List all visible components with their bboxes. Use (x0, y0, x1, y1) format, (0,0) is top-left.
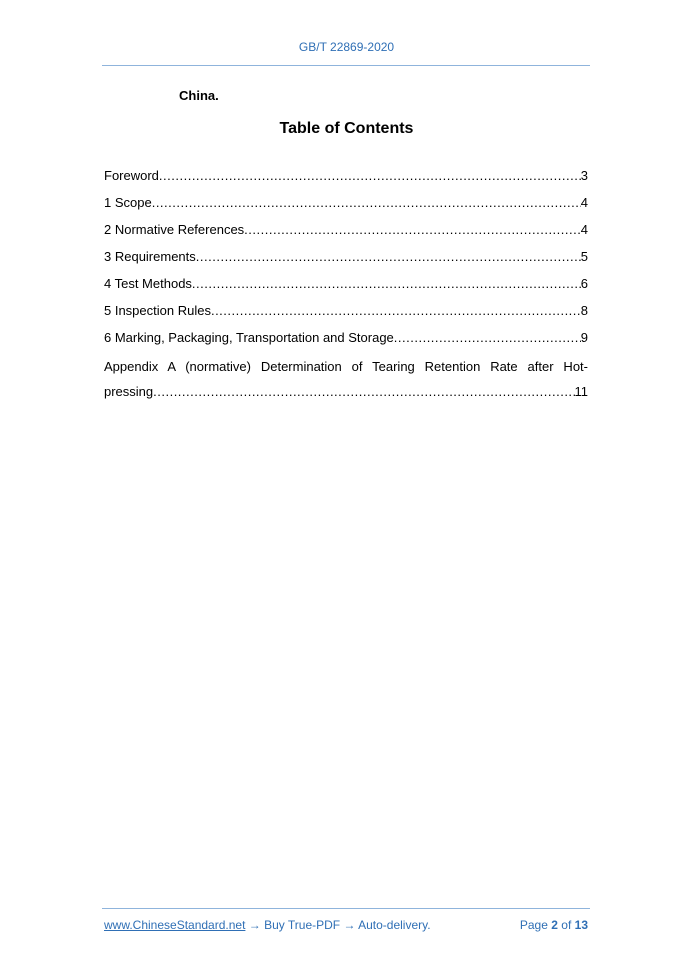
toc-entry-appendix-a-line1[interactable]: Appendix A (normative) Determination of Tearing Retention Rate after Hot- (104, 359, 588, 374)
toc-entry-requirements[interactable] (104, 249, 588, 276)
toc-entry-title: 4 Test Methods (104, 276, 192, 291)
toc-entry-page: 3 (580, 168, 588, 183)
footer-tagline: → Buy True-PDF → Auto-delivery. (245, 918, 431, 932)
toc-entry-inspection-rules[interactable] (104, 303, 588, 330)
toc-entry-page: 6 (580, 276, 588, 291)
page-footer (104, 918, 588, 932)
toc-entry-appendix-a-line2[interactable] (104, 384, 588, 411)
page-of: of (561, 918, 572, 932)
toc-entry-title: Foreword (104, 168, 159, 183)
toc-leader-dots (192, 276, 581, 291)
toc-leader-dots (153, 384, 574, 399)
toc-entry-title: 3 Requirements (104, 249, 196, 264)
toc-entry-normative-references[interactable] (104, 222, 588, 249)
toc-entry-page: 5 (580, 249, 588, 264)
footer-divider (102, 908, 590, 909)
toc-entry-test-methods[interactable] (104, 276, 588, 303)
toc-leader-dots (244, 222, 581, 237)
site-link[interactable]: www.ChineseStandard.net (104, 918, 246, 932)
footer-left (104, 918, 431, 932)
toc-entry-title: 2 Normative References (104, 222, 245, 237)
toc-entry-marking-packaging[interactable] (104, 330, 588, 357)
toc-leader-dots (152, 195, 581, 210)
toc-entry-page: 11 (574, 384, 588, 399)
header-divider (102, 65, 590, 66)
toc-leader-dots (196, 249, 581, 264)
body-text-fragment: China. (179, 88, 219, 103)
page-current: 2 (551, 918, 558, 932)
toc-title: Table of Contents (279, 120, 414, 137)
toc-leader-dots (211, 303, 581, 318)
toc-entry-title: 6 Marking, Packaging, Transportation and Storage (104, 330, 394, 345)
page-label: Page (519, 918, 548, 932)
toc-entry-scope[interactable] (104, 195, 588, 222)
toc-entry-page: 8 (580, 303, 588, 318)
toc-entry-page: 4 (580, 222, 588, 237)
page-indicator (520, 918, 588, 932)
toc-entry-page: 9 (580, 330, 588, 345)
toc-leader-dots (159, 168, 581, 183)
toc-entry-title: 5 Inspection Rules (104, 303, 211, 318)
toc-entry-page: 4 (580, 195, 588, 210)
toc-entry-foreword[interactable] (104, 168, 588, 195)
toc-entry-title: 1 Scope (104, 195, 152, 210)
table-of-contents (104, 168, 588, 411)
running-header: GB/T 22869-2020 (298, 40, 395, 54)
page-total: 13 (574, 918, 588, 932)
toc-leader-dots (394, 330, 581, 345)
toc-entry-title: pressing (104, 384, 154, 399)
